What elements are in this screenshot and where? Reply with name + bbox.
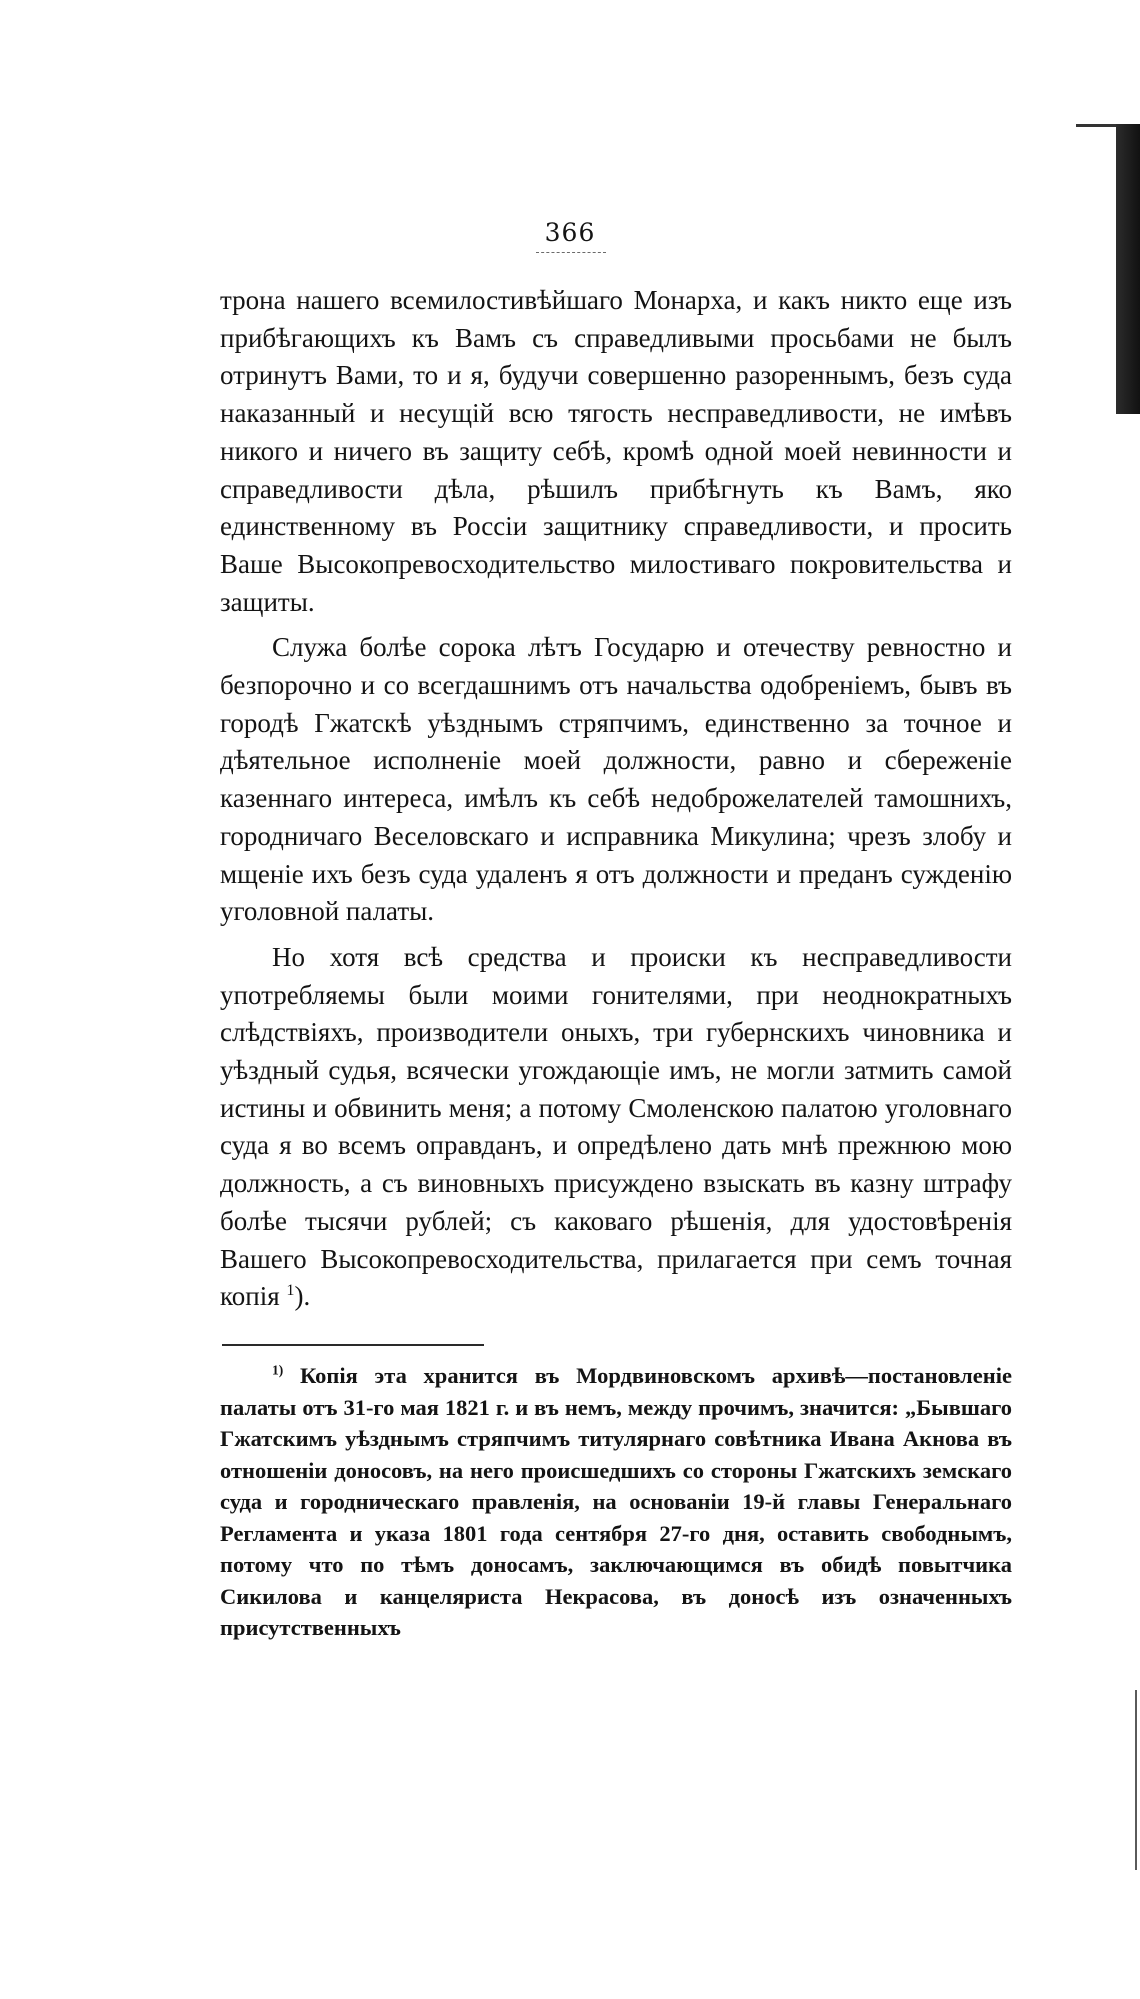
footnote-mark xyxy=(272,1363,283,1378)
scan-edge-thin-line xyxy=(1135,1690,1137,1870)
page-number-rule xyxy=(536,252,606,253)
footnote xyxy=(220,1360,1012,1644)
main-text xyxy=(220,282,1012,1324)
scan-edge-shadow xyxy=(1116,124,1140,414)
footnote-mark-paren: ) xyxy=(278,1362,284,1378)
paragraph-closing: ). xyxy=(294,1281,311,1312)
footnote-text: Копія эта хранится въ Мордвиновскомъ архивѣ—постановленіе палаты отъ 31-го мая 1821 г. и въ немъ, между прочимъ, значится: „Бывшаго Гжатскимъ уѣзднымъ стряпчимъ титулярнаго совѣтника Ивана Акнова въ отношеніи доносовъ, на него происшедшихъ со стороны Гжатскихъ земскаго суда и городническаго правленія, на основаніи 19-й главы Генеральнаго Регламента и указа 1801 года сентября 27-го дня, оставить свободнымъ, потому что по тѣмъ доносамъ, заключающимся въ обидѣ повытчика Сикилова и канцеляриста Некрасова, въ доносѣ изъ означенныхъ присутственныхъ xyxy=(220,1363,1012,1640)
footnote-reference: 1 xyxy=(286,1281,295,1300)
footnote-separator xyxy=(222,1344,484,1346)
paragraph-acquittal-text: Но хотя всѣ средства и происки къ несправедливости употребляемы были моими гонителями, при неоднократныхъ слѣдствіяхъ, производители оныхъ, три губернскихъ чиновника и уѣздный судья, всячески угождающіе имъ, не могли затмить самой истины и обвинить меня; а потому Смоленскою палатою уголовнаго суда я во всемъ оправданъ, и опредѣлено дать мнѣ прежнюю мою должность, а съ виновныхъ присуждено взыскать въ казну штрафу болѣе тысячи рублей; съ каковаго рѣшенія, для удостовѣренія Вашего Высокопревосходительства, прилагается при семъ точная копія xyxy=(220,941,1012,1312)
page-number: 366 xyxy=(544,218,596,247)
paragraph-service: Служа болѣе сорока лѣтъ Государю и отечеству ревностно и безпорочно и со всегдашнимъ отъ начальства одобреніемъ, бывъ въ городѣ Гжатскѣ уѣзднымъ стряпчимъ, единственно за точное и дѣятельное исполненіе моей должности, равно и сбереженіе казеннаго интереса, имѣлъ къ себѣ недоброжелателей тамошнихъ, городничаго Веселовскаго и исправника Микулина; чрезъ злобу и мщеніе ихъ безъ суда удаленъ я отъ должности и преданъ сужденію уголовной палаты. xyxy=(220,632,1012,927)
scan-edge-line xyxy=(1076,124,1120,127)
footnote-mark-number: 1 xyxy=(272,1362,279,1378)
paragraph-acquittal xyxy=(220,939,1012,1316)
paragraph-continuation: трона нашего всемилостивѣйшаго Монарха, и какъ никто еще изъ прибѣгающихъ къ Вамъ съ справедливыми просьбами не былъ отринутъ Вами, то и я, будучи совершенно разореннымъ, безъ суда наказанный и несущій всю тягость несправедливости, не имѣвъ никого и ничего въ защиту себѣ, кромѣ одной моей невинности и справедливости дѣла, рѣшилъ прибѣгнуть къ Вамъ, яко единственному въ Россіи защитнику справедливости, и просить Ваше Высокопревосходительство милостиваго покровительства и защиты. xyxy=(220,285,1012,617)
